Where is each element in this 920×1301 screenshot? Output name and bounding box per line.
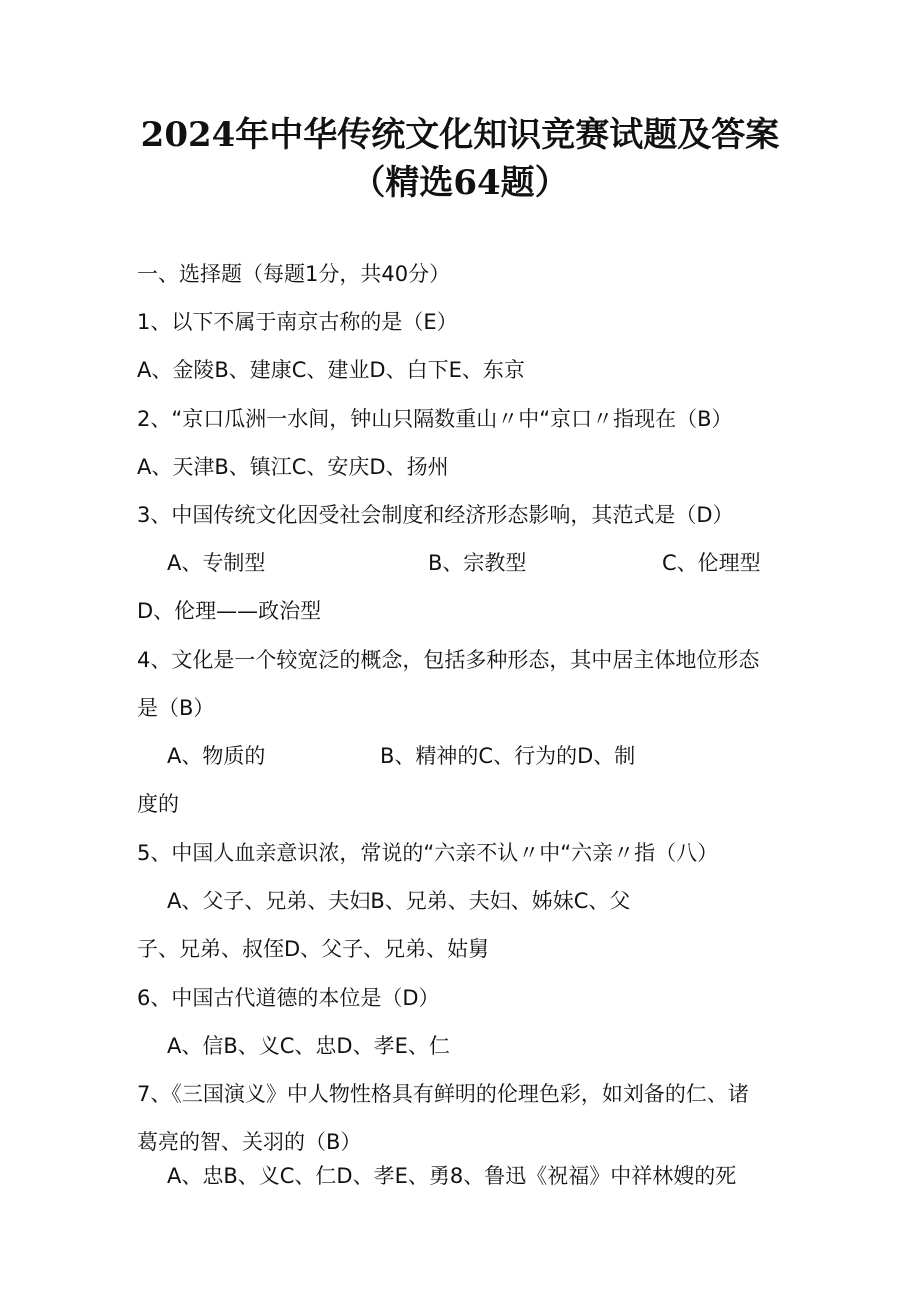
options-4bcd: B、精神的C、行为的D、制 — [380, 744, 636, 768]
section-heading: 一、选择题（每题1分，共40分） — [137, 262, 451, 286]
options-6: A、信B、义C、忠D、孝E、仁 — [167, 1034, 450, 1058]
question-6: 6、中国古代道德的本位是（D） — [137, 986, 440, 1010]
options-5: A、父子、兄弟、夫妇B、兄弟、夫妇、姊妹C、父 — [167, 889, 631, 913]
option-3a: A、专制型 — [167, 551, 266, 575]
options-1: A、金陵B、建康C、建业D、白下E、东京 — [137, 358, 525, 382]
document-title: 2024年中华传统文化知识竞赛试题及答案 — [140, 115, 780, 155]
option-3c: C、伦理型 — [662, 551, 761, 575]
options-4-cont: 度的 — [137, 792, 179, 816]
question-1: 1、以下不属于南京古称的是（E） — [137, 310, 458, 334]
question-4-cont: 是（B） — [137, 696, 215, 720]
question-7-cont: 葛亮的智、关羽的（B） — [137, 1130, 362, 1154]
option-4a: A、物质的 — [167, 744, 266, 768]
options-7-and-question-8: A、忠B、义C、仁D、孝E、勇8、鲁迅《祝福》中祥林嫂的死 — [167, 1164, 737, 1188]
options-5-cont: 子、兄弟、叔侄D、父子、兄弟、姑舅 — [137, 937, 490, 961]
question-3: 3、中国传统文化因受社会制度和经济形态影响，其范式是（D） — [137, 503, 734, 527]
question-2: 2、“京口瓜洲一水间，钟山只隔数重山〃中“京口〃指现在（B） — [137, 407, 733, 431]
question-5: 5、中国人血亲意识浓，常说的“六亲不认〃中“六亲〃指（八） — [137, 841, 719, 865]
option-3b: B、宗教型 — [428, 551, 527, 575]
option-3d: D、伦理——政治型 — [137, 599, 322, 623]
document-subtitle: （精选64题） — [351, 163, 569, 203]
question-7: 7、《三国演义》中人物性格具有鲜明的伦理色彩，如刘备的仁、诸 — [137, 1082, 749, 1106]
question-4: 4、文化是一个较宽泛的概念，包括多种形态，其中居主体地位形态 — [137, 648, 760, 672]
options-2: A、天津B、镇江C、安庆D、扬州 — [137, 455, 449, 479]
